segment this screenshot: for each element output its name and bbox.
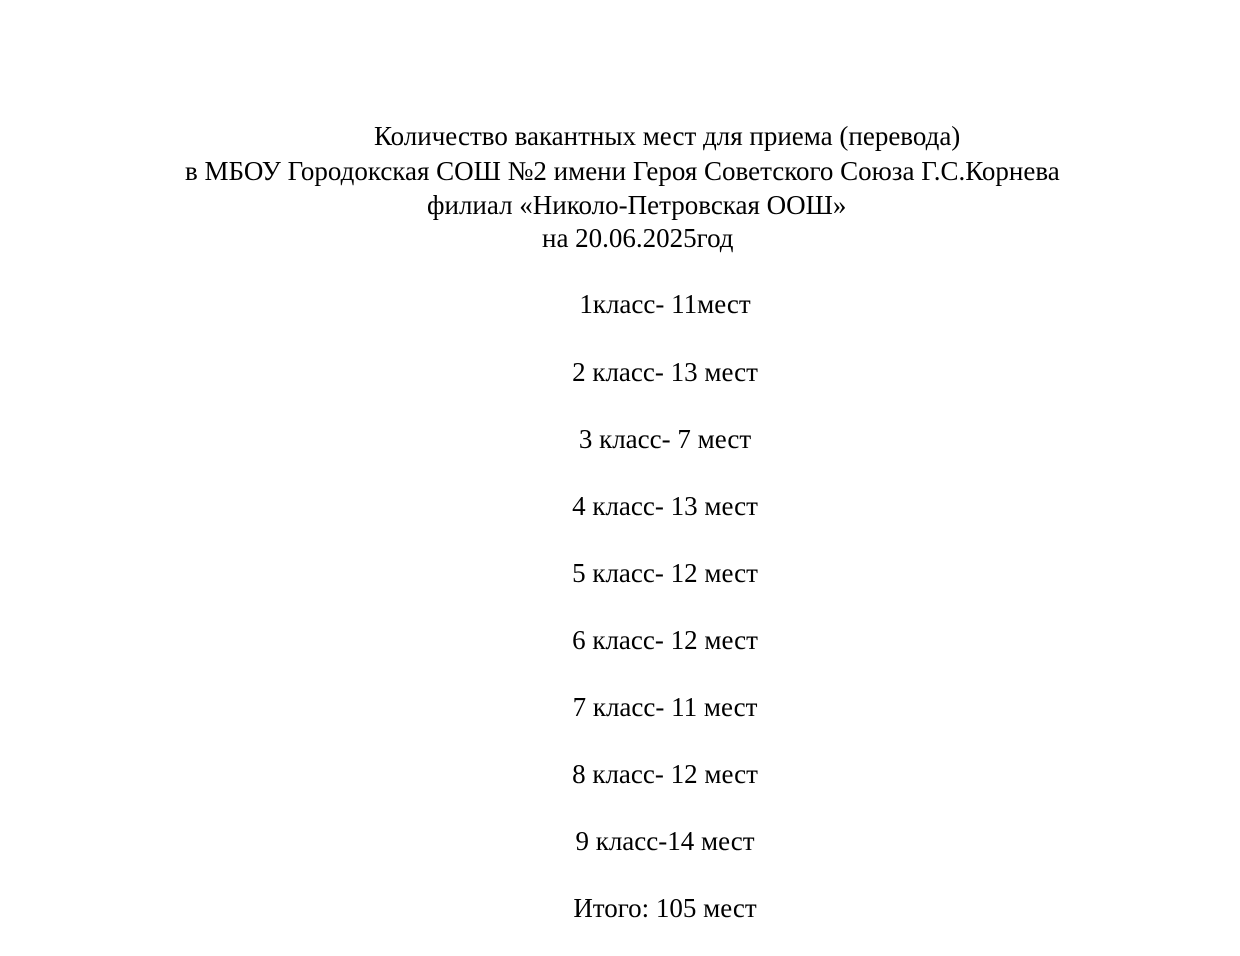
class-2-vacancies: 2 класс- 13 мест: [572, 357, 758, 387]
title-line-2: в МБОУ Городокская СОШ №2 имени Героя Советского Союза Г.С.Корнева: [185, 156, 1060, 186]
date-line: на 20.06.2025год: [542, 223, 734, 253]
title-line-1: Количество вакантных мест для приема (перевода): [374, 121, 961, 151]
class-4-vacancies: 4 класс- 13 мест: [572, 491, 758, 521]
class-3-vacancies: 3 класс- 7 мест: [578, 424, 752, 454]
total-vacancies: Итого: 105 мест: [573, 893, 757, 923]
class-8-vacancies: 8 класс- 12 мест: [572, 759, 758, 789]
title-line-3: филиал «Николо-Петровская ООШ»: [427, 190, 847, 220]
class-7-vacancies: 7 класс- 11 мест: [572, 692, 758, 722]
class-6-vacancies: 6 класс- 12 мест: [572, 625, 758, 655]
class-9-vacancies: 9 класс-14 мест: [575, 826, 755, 856]
class-1-vacancies: 1класс- 11мест: [579, 289, 751, 319]
class-5-vacancies: 5 класс- 12 мест: [572, 558, 758, 588]
